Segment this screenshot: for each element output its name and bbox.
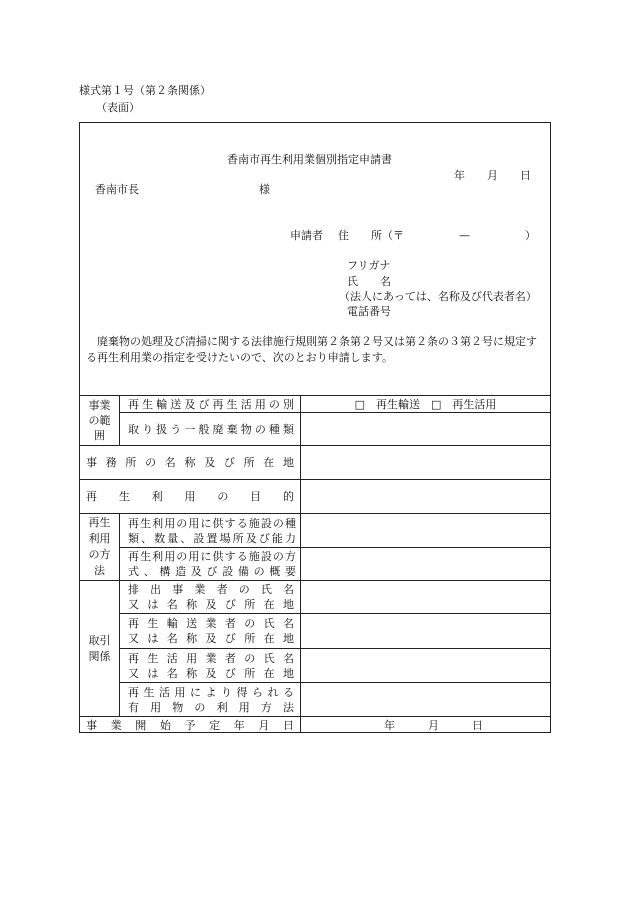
date-line: 年 月 日 [454, 169, 531, 182]
scope-type-options[interactable]: □ 再生輸送 □ 再生活用 [354, 397, 497, 411]
scope-type-label: 再生輸送及び再生活用の別 [128, 397, 294, 411]
form-title: 香南市再生利用業個別指定申請書 [227, 153, 392, 166]
form-number: 様式第１号（第２条関係） [79, 84, 211, 97]
trans-row1-label: 排出事業者の氏名 又は名称及び所在地 [128, 583, 294, 611]
addressee: 香南市長 [95, 183, 139, 196]
waste-type-label: 取り扱う一般廃棄物の種類 [128, 422, 294, 436]
applicant-label: 申請者 [290, 229, 323, 242]
start-date-value[interactable]: 年 月 日 [384, 718, 483, 732]
method-row1-label: 再生利用の用に供する施設の種類、数量、設置場所及び能力 [128, 516, 296, 545]
address-label: 住 所（〒 — ） [338, 229, 536, 242]
honorific: 様 [259, 183, 270, 196]
scope-group-label: 事業の範 囲 [88, 399, 122, 442]
method-group-label: 再生利用の方法 [88, 516, 111, 577]
trans-row3-label: 再生活用業者の氏名 又は名称及び所在地 [128, 651, 294, 680]
purpose-label: 再生利用の目的 [86, 490, 294, 503]
furigana-label: フリガナ [347, 259, 391, 272]
start-date-label: 事業開始予定年月日 [86, 718, 294, 732]
phone-label: 電話番号 [347, 305, 391, 318]
office-label: 事務所の名称及び所在地 [86, 456, 294, 469]
name-note: （法人にあっては、名称及び代表者名） [339, 290, 537, 303]
trans-row4-label: 再生活用により得られる 有用物の利用方法 [128, 685, 294, 714]
trans-row2-label: 再生輸送業者の氏名 又は名称及び所在地 [128, 617, 294, 645]
transaction-group-label: 取引関係 [88, 633, 111, 663]
application-statement: 廃棄物の処理及び清掃に関する法律施行規則第２条第２号又は第２条の３第２号に規定する再生利用業の指定を受けたいので、次のとおり申請します。 [86, 335, 537, 364]
form-side: （表面） [96, 101, 140, 114]
method-row2-label: 再生利用の用に供する施設の方式、構造及び設備の概要 [128, 550, 296, 578]
name-label: 氏 名 [347, 275, 391, 288]
